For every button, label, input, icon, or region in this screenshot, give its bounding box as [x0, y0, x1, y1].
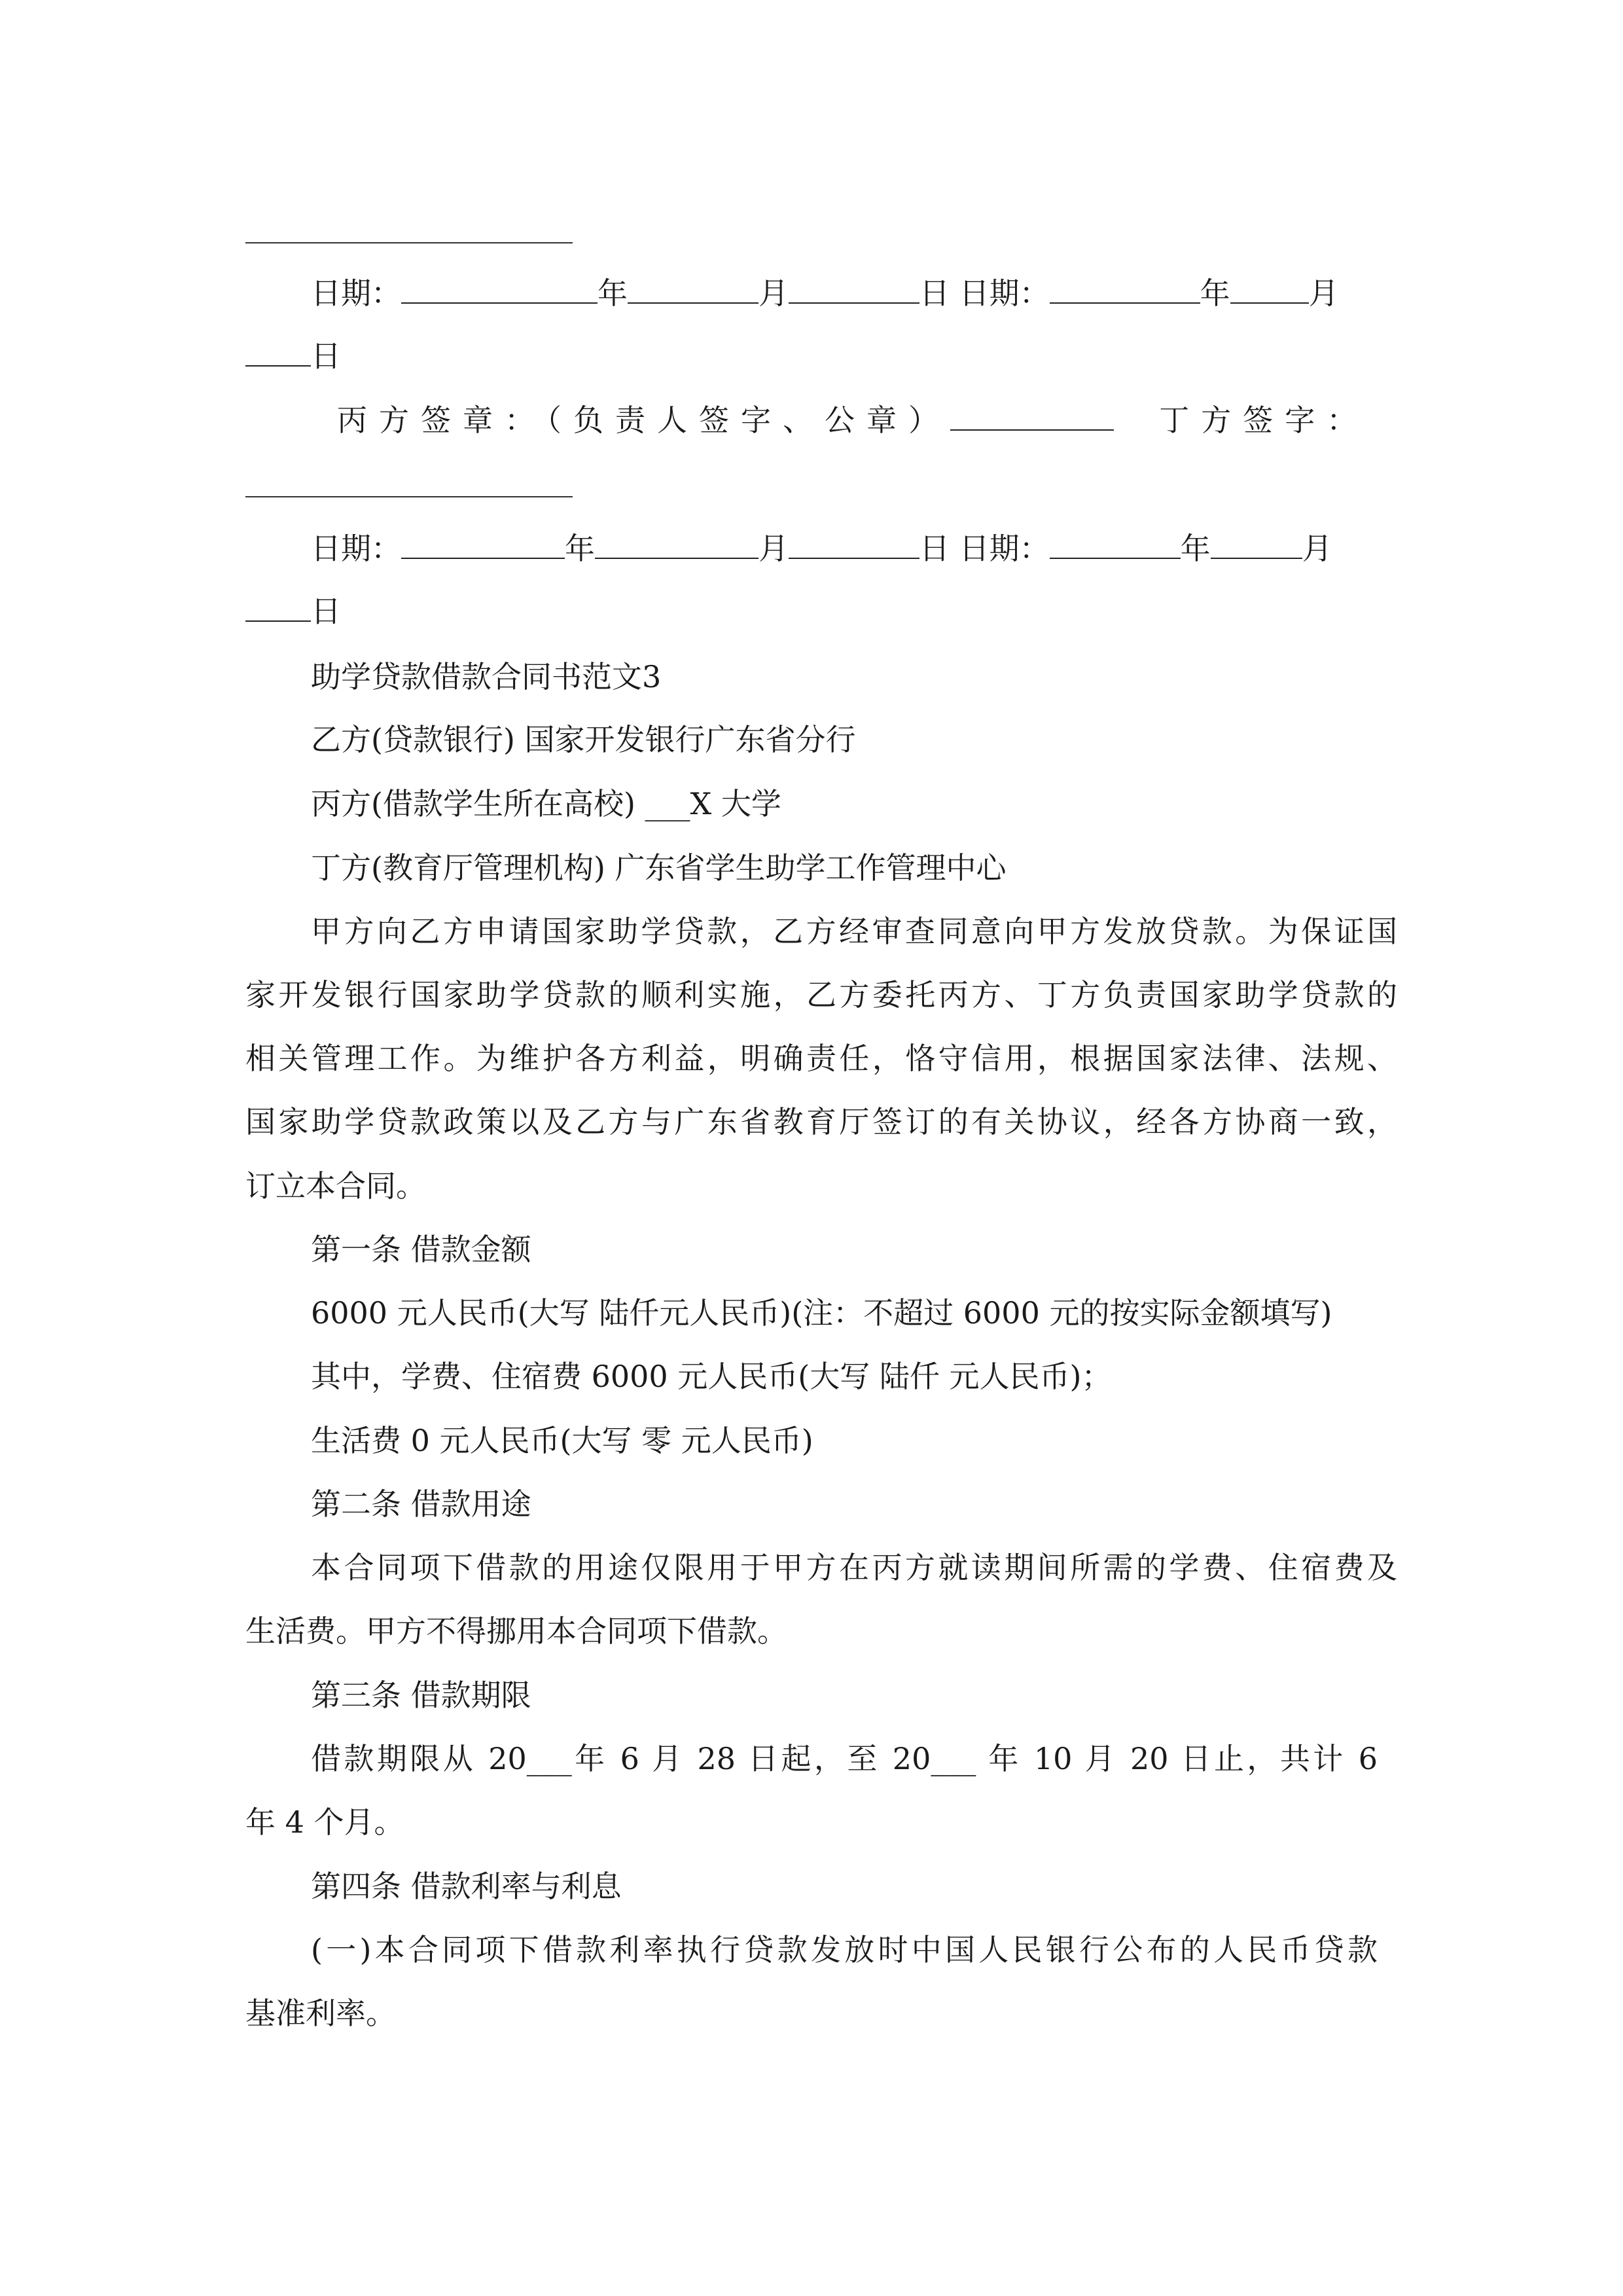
blank-year: [401, 274, 597, 304]
article-text: 生活费 0 元人民币(大写 零 元人民币): [311, 1423, 813, 1458]
signature-row: [337, 401, 1489, 440]
day-label: 日: [919, 531, 950, 566]
year-label: 年: [1180, 531, 1211, 566]
blank-day: [789, 274, 919, 304]
intro-line: 国家助学贷款政策以及乙方与广东省教育厅签订的有关协议，经各方协商一致，: [245, 1104, 1397, 1139]
day-label: 日: [311, 338, 341, 374]
month-label: 月: [758, 276, 789, 311]
blank-month: [1230, 274, 1309, 304]
month-label: 月: [1308, 276, 1339, 311]
article-text: 本合同项下借款的用途仅限用于甲方在丙方就读期间所需的学费、住宿费及: [311, 1550, 1397, 1585]
signature-blank-line: [245, 242, 573, 243]
month-label: 月: [758, 531, 789, 566]
month-label: 月: [1302, 531, 1332, 566]
article-heading: 第三条 借款期限: [311, 1677, 531, 1713]
article-text: 6000 元人民币(大写 陆仟元人民币)(注：不超过 6000 元的按实际金额填写): [311, 1295, 1332, 1331]
date-label: 日期：: [959, 531, 1050, 566]
year-label: 年: [597, 276, 628, 311]
blank-year: [1050, 274, 1200, 304]
date-label: 日期：: [959, 276, 1050, 311]
ding-sign-label: 丁方签字：: [1159, 403, 1369, 438]
signature-blank-line: [245, 496, 573, 497]
year-label: 年: [1200, 276, 1230, 311]
article-text: 其中，学费、住宿费 6000 元人民币(大写 陆仟 元人民币)；: [311, 1359, 1112, 1394]
article-text: (一)本合同项下借款利率执行贷款发放时中国人民银行公布的人民币贷款: [311, 1932, 1378, 1967]
article-heading: 第一条 借款金额: [311, 1232, 531, 1267]
intro-line: 甲方向乙方申请国家助学贷款，乙方经审查同意向甲方发放贷款。为保证国: [311, 914, 1397, 949]
intro-line: 家开发银行国家助学贷款的顺利实施，乙方委托丙方、丁方负责国家助学贷款的: [245, 977, 1397, 1013]
date-row: [311, 274, 1463, 313]
party-line: 乙方(贷款银行) 国家开发银行广东省分行: [311, 722, 856, 757]
article-heading: 第四条 借款利率与利息: [311, 1869, 622, 1904]
blank-day: [789, 529, 919, 559]
section-title: 助学贷款借款合同书范文3: [311, 659, 662, 694]
party-line: 丁方(教育厅管理机构) 广东省学生助学工作管理中心: [311, 850, 1007, 886]
bing-sign-label: 丙方签章：（负责人签字、公章）: [337, 403, 950, 438]
intro-line: 订立本合同。: [245, 1168, 426, 1204]
article-text: 借款期限从 20___年 6 月 28 日起，至 20___ 年 10 月 20 日止，共计 6: [311, 1741, 1378, 1776]
year-label: 年: [565, 531, 595, 566]
blank-day: [245, 336, 311, 367]
intro-line: 相关管理工作。为维护各方利益，明确责任，恪守信用，根据国家法律、法规、: [245, 1041, 1397, 1076]
blank-month: [595, 529, 758, 559]
party-line: 丙方(借款学生所在高校) ___X 大学: [311, 786, 781, 821]
article-text: 基准利率。: [245, 1996, 396, 2031]
bing-sign-blank: [950, 401, 1114, 431]
article-heading: 第二条 借款用途: [311, 1486, 531, 1522]
article-text: 年 4 个月。: [245, 1804, 404, 1840]
article-text: 生活费。甲方不得挪用本合同项下借款。: [245, 1613, 787, 1649]
day-label: 日: [919, 276, 950, 311]
day-label: 日: [311, 594, 341, 629]
blank-month: [628, 274, 758, 304]
date-row-continued: [245, 592, 1397, 631]
blank-year: [401, 529, 565, 559]
blank-day: [245, 592, 311, 622]
date-row-continued: [245, 336, 1397, 376]
date-row: [311, 529, 1463, 568]
date-label: 日期：: [311, 531, 401, 566]
date-label: 日期：: [311, 276, 401, 311]
blank-year: [1050, 529, 1181, 559]
blank-month: [1211, 529, 1302, 559]
